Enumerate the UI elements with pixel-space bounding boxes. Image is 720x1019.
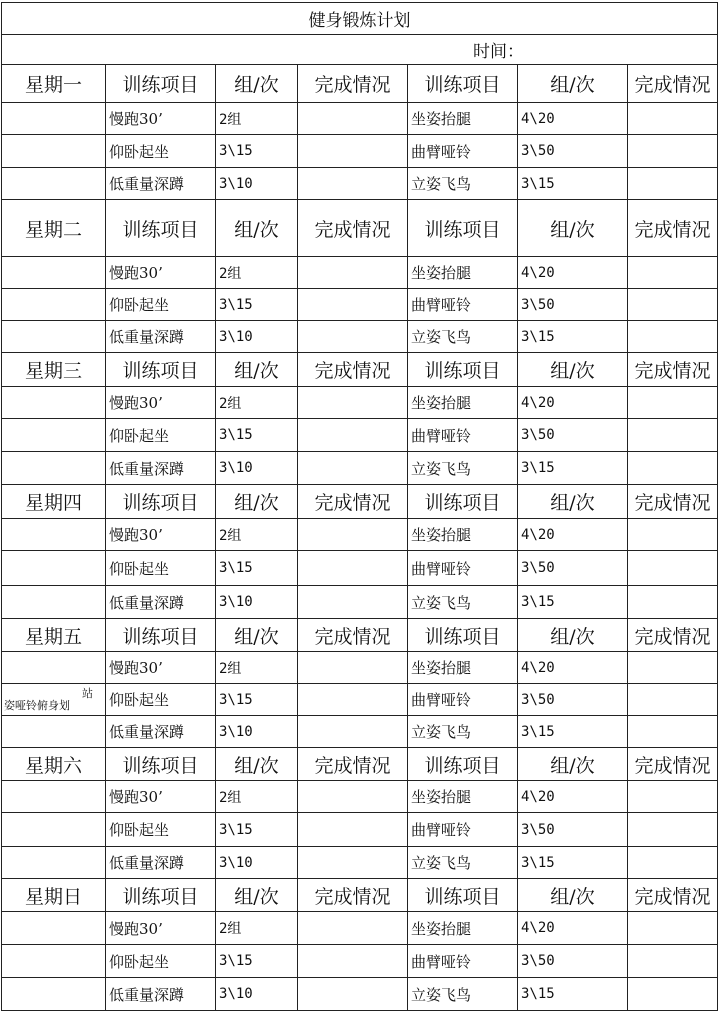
day-note-cell bbox=[2, 103, 106, 135]
exercise-name: 仰卧起坐 bbox=[106, 419, 216, 452]
exercise-name: 立姿飞鸟 bbox=[408, 586, 518, 619]
header-exercise: 训练项目 bbox=[408, 879, 518, 912]
exercise-name: 曲臂哑铃 bbox=[408, 135, 518, 168]
sets-reps: 3\10 bbox=[216, 847, 298, 879]
sets-reps: 3\15 bbox=[518, 586, 628, 619]
header-sets: 组/次 bbox=[518, 879, 628, 912]
day-header-row bbox=[2, 879, 718, 912]
sets-reps: 2组 bbox=[216, 387, 298, 419]
sets-reps: 2组 bbox=[216, 781, 298, 813]
sets-reps: 3\15 bbox=[518, 716, 628, 748]
completion-status-cell[interactable] bbox=[298, 813, 408, 847]
day-name: 星期四 bbox=[2, 485, 106, 519]
sets-reps: 4\20 bbox=[518, 912, 628, 945]
day-note-cell bbox=[2, 289, 106, 321]
exercise-name: 慢跑30’ bbox=[106, 781, 216, 813]
header-status: 完成情况 bbox=[298, 200, 408, 257]
exercise-name: 慢跑30’ bbox=[106, 387, 216, 419]
day-note-cell bbox=[2, 978, 106, 1011]
sets-reps: 3\50 bbox=[518, 684, 628, 716]
sets-reps: 3\15 bbox=[216, 135, 298, 168]
sets-reps: 4\20 bbox=[518, 519, 628, 551]
day-note-cell bbox=[2, 135, 106, 168]
exercise-name: 低重量深蹲 bbox=[106, 452, 216, 485]
completion-status-cell[interactable] bbox=[628, 781, 718, 813]
exercise-row bbox=[2, 847, 718, 879]
completion-status-cell[interactable] bbox=[298, 321, 408, 353]
completion-status-cell[interactable] bbox=[628, 978, 718, 1011]
header-status: 完成情况 bbox=[298, 748, 408, 781]
header-exercise: 训练项目 bbox=[408, 748, 518, 781]
side-note-line: 站 bbox=[82, 686, 93, 700]
day-note-cell bbox=[2, 419, 106, 452]
exercise-name: 仰卧起坐 bbox=[106, 945, 216, 978]
sets-reps: 2组 bbox=[216, 103, 298, 135]
day-name: 星期日 bbox=[2, 879, 106, 912]
exercise-row bbox=[2, 387, 718, 419]
day-header-row bbox=[2, 200, 718, 257]
completion-status-cell[interactable] bbox=[628, 257, 718, 289]
sets-reps: 3\15 bbox=[518, 978, 628, 1011]
day-name: 星期五 bbox=[2, 619, 106, 652]
day-note-cell bbox=[2, 257, 106, 289]
day-note-cell bbox=[2, 684, 106, 716]
completion-status-cell[interactable] bbox=[628, 813, 718, 847]
completion-status-cell[interactable] bbox=[298, 586, 408, 619]
sheet-title: 健身锻炼计划 bbox=[2, 3, 718, 35]
exercise-name: 仰卧起坐 bbox=[106, 813, 216, 847]
header-exercise: 训练项目 bbox=[408, 200, 518, 257]
sets-reps: 2组 bbox=[216, 652, 298, 684]
completion-status-cell[interactable] bbox=[298, 103, 408, 135]
exercise-name: 坐姿抬腿 bbox=[408, 781, 518, 813]
exercise-name: 坐姿抬腿 bbox=[408, 257, 518, 289]
day-header-row bbox=[2, 619, 718, 652]
exercise-row bbox=[2, 519, 718, 551]
day-note-cell bbox=[2, 586, 106, 619]
header-sets: 组/次 bbox=[216, 619, 298, 652]
completion-status-cell[interactable] bbox=[628, 912, 718, 945]
completion-status-cell[interactable] bbox=[628, 452, 718, 485]
completion-status-cell[interactable] bbox=[628, 945, 718, 978]
sets-reps: 4\20 bbox=[518, 781, 628, 813]
completion-status-cell[interactable] bbox=[298, 684, 408, 716]
exercise-name: 慢跑30’ bbox=[106, 912, 216, 945]
sets-reps: 3\10 bbox=[216, 321, 298, 353]
exercise-name: 坐姿抬腿 bbox=[408, 387, 518, 419]
header-status: 完成情况 bbox=[298, 485, 408, 519]
exercise-row bbox=[2, 813, 718, 847]
completion-status-cell[interactable] bbox=[298, 652, 408, 684]
completion-status-cell[interactable] bbox=[298, 847, 408, 879]
header-status: 完成情况 bbox=[628, 353, 718, 387]
day-note-cell bbox=[2, 452, 106, 485]
exercise-name: 曲臂哑铃 bbox=[408, 684, 518, 716]
header-status: 完成情况 bbox=[298, 353, 408, 387]
sets-reps: 3\15 bbox=[216, 684, 298, 716]
exercise-row bbox=[2, 684, 718, 716]
completion-status-cell[interactable] bbox=[298, 716, 408, 748]
exercise-row bbox=[2, 452, 718, 485]
header-sets: 组/次 bbox=[518, 353, 628, 387]
completion-status-cell[interactable] bbox=[628, 168, 718, 200]
day-note-cell bbox=[2, 519, 106, 551]
exercise-row bbox=[2, 103, 718, 135]
header-status: 完成情况 bbox=[628, 200, 718, 257]
sets-reps: 3\15 bbox=[518, 168, 628, 200]
exercise-name: 低重量深蹲 bbox=[106, 321, 216, 353]
exercise-row bbox=[2, 652, 718, 684]
completion-status-cell[interactable] bbox=[628, 551, 718, 586]
day-header-row bbox=[2, 65, 718, 103]
exercise-name: 低重量深蹲 bbox=[106, 978, 216, 1011]
exercise-name: 立姿飞鸟 bbox=[408, 452, 518, 485]
sets-reps: 3\10 bbox=[216, 716, 298, 748]
completion-status-cell[interactable] bbox=[298, 289, 408, 321]
header-exercise: 训练项目 bbox=[408, 353, 518, 387]
completion-status-cell[interactable] bbox=[298, 519, 408, 551]
sets-reps: 2组 bbox=[216, 912, 298, 945]
exercise-row bbox=[2, 321, 718, 353]
header-status: 完成情况 bbox=[628, 748, 718, 781]
sets-reps: 3\15 bbox=[518, 321, 628, 353]
exercise-name: 曲臂哑铃 bbox=[408, 551, 518, 586]
exercise-row bbox=[2, 912, 718, 945]
header-exercise: 训练项目 bbox=[408, 485, 518, 519]
sets-reps: 3\10 bbox=[216, 452, 298, 485]
day-note-cell bbox=[2, 321, 106, 353]
exercise-row bbox=[2, 978, 718, 1011]
exercise-name: 曲臂哑铃 bbox=[408, 289, 518, 321]
day-header-row bbox=[2, 353, 718, 387]
day-name: 星期二 bbox=[2, 200, 106, 257]
sets-reps: 4\20 bbox=[518, 387, 628, 419]
sets-reps: 3\50 bbox=[518, 551, 628, 586]
sets-reps: 2组 bbox=[216, 257, 298, 289]
completion-status-cell[interactable] bbox=[298, 387, 408, 419]
sets-reps: 2组 bbox=[216, 519, 298, 551]
time-label: 时间： bbox=[473, 42, 524, 62]
completion-status-cell[interactable] bbox=[628, 289, 718, 321]
header-exercise: 训练项目 bbox=[106, 619, 216, 652]
header-sets: 组/次 bbox=[216, 65, 298, 103]
day-name: 星期一 bbox=[2, 65, 106, 103]
header-exercise: 训练项目 bbox=[106, 485, 216, 519]
header-status: 完成情况 bbox=[628, 619, 718, 652]
completion-status-cell[interactable] bbox=[298, 419, 408, 452]
header-exercise: 训练项目 bbox=[106, 879, 216, 912]
day-name: 星期三 bbox=[2, 353, 106, 387]
sets-reps: 3\15 bbox=[518, 847, 628, 879]
exercise-name: 慢跑30’ bbox=[106, 257, 216, 289]
exercise-name: 立姿飞鸟 bbox=[408, 847, 518, 879]
header-sets: 组/次 bbox=[216, 748, 298, 781]
exercise-row bbox=[2, 716, 718, 748]
exercise-name: 曲臂哑铃 bbox=[408, 945, 518, 978]
exercise-name: 立姿飞鸟 bbox=[408, 716, 518, 748]
sets-reps: 4\20 bbox=[518, 652, 628, 684]
exercise-name: 立姿飞鸟 bbox=[408, 978, 518, 1011]
header-exercise: 训练项目 bbox=[106, 200, 216, 257]
day-note-cell bbox=[2, 847, 106, 879]
exercise-name: 坐姿抬腿 bbox=[408, 652, 518, 684]
exercise-name: 低重量深蹲 bbox=[106, 168, 216, 200]
header-status: 完成情况 bbox=[628, 485, 718, 519]
header-status: 完成情况 bbox=[628, 65, 718, 103]
header-exercise: 训练项目 bbox=[408, 65, 518, 103]
completion-status-cell[interactable] bbox=[628, 419, 718, 452]
day-note-cell bbox=[2, 945, 106, 978]
header-exercise: 训练项目 bbox=[408, 619, 518, 652]
completion-status-cell[interactable] bbox=[298, 912, 408, 945]
header-status: 完成情况 bbox=[298, 65, 408, 103]
day-note-cell bbox=[2, 652, 106, 684]
exercise-name: 仰卧起坐 bbox=[106, 551, 216, 586]
exercise-name: 低重量深蹲 bbox=[106, 586, 216, 619]
day-note-cell bbox=[2, 912, 106, 945]
sets-reps: 3\50 bbox=[518, 813, 628, 847]
header-exercise: 训练项目 bbox=[106, 748, 216, 781]
exercise-name: 坐姿抬腿 bbox=[408, 103, 518, 135]
sets-reps: 3\50 bbox=[518, 289, 628, 321]
exercise-name: 立姿飞鸟 bbox=[408, 321, 518, 353]
exercise-row bbox=[2, 945, 718, 978]
completion-status-cell[interactable] bbox=[298, 945, 408, 978]
exercise-name: 坐姿抬腿 bbox=[408, 519, 518, 551]
completion-status-cell[interactable] bbox=[298, 452, 408, 485]
completion-status-cell[interactable] bbox=[628, 519, 718, 551]
exercise-name: 低重量深蹲 bbox=[106, 716, 216, 748]
exercise-name: 低重量深蹲 bbox=[106, 847, 216, 879]
sets-reps: 3\15 bbox=[518, 452, 628, 485]
exercise-name: 慢跑30’ bbox=[106, 652, 216, 684]
header-exercise: 训练项目 bbox=[106, 65, 216, 103]
sets-reps: 3\50 bbox=[518, 945, 628, 978]
sets-reps: 3\15 bbox=[216, 289, 298, 321]
sets-reps: 3\15 bbox=[216, 945, 298, 978]
day-note-cell bbox=[2, 813, 106, 847]
completion-status-cell[interactable] bbox=[298, 257, 408, 289]
sets-reps: 3\15 bbox=[216, 813, 298, 847]
header-sets: 组/次 bbox=[518, 200, 628, 257]
completion-status-cell[interactable] bbox=[628, 652, 718, 684]
completion-status-cell[interactable] bbox=[628, 847, 718, 879]
side-note-line: 姿哑铃俯身划 bbox=[4, 698, 70, 712]
exercise-name: 立姿飞鸟 bbox=[408, 168, 518, 200]
sets-reps: 3\50 bbox=[518, 135, 628, 168]
day-name: 星期六 bbox=[2, 748, 106, 781]
day-note-cell bbox=[2, 781, 106, 813]
header-status: 完成情况 bbox=[298, 619, 408, 652]
exercise-name: 仰卧起坐 bbox=[106, 684, 216, 716]
completion-status-cell[interactable] bbox=[298, 551, 408, 586]
completion-status-cell[interactable] bbox=[298, 978, 408, 1011]
header-status: 完成情况 bbox=[628, 879, 718, 912]
completion-status-cell[interactable] bbox=[628, 321, 718, 353]
exercise-row bbox=[2, 781, 718, 813]
header-sets: 组/次 bbox=[216, 485, 298, 519]
header-status: 完成情况 bbox=[298, 879, 408, 912]
exercise-name: 仰卧起坐 bbox=[106, 135, 216, 168]
exercise-row bbox=[2, 168, 718, 200]
exercise-row bbox=[2, 551, 718, 586]
exercise-name: 慢跑30’ bbox=[106, 519, 216, 551]
sets-reps: 3\15 bbox=[216, 551, 298, 586]
exercise-row bbox=[2, 257, 718, 289]
header-sets: 组/次 bbox=[216, 200, 298, 257]
completion-status-cell[interactable] bbox=[628, 103, 718, 135]
day-header-row bbox=[2, 748, 718, 781]
completion-status-cell[interactable] bbox=[628, 135, 718, 168]
day-note-cell bbox=[2, 716, 106, 748]
completion-status-cell[interactable] bbox=[628, 387, 718, 419]
day-header-row bbox=[2, 485, 718, 519]
day-note-cell bbox=[2, 387, 106, 419]
exercise-row bbox=[2, 289, 718, 321]
fitness-plan-table bbox=[1, 2, 718, 1011]
day-note-cell bbox=[2, 551, 106, 586]
header-sets: 组/次 bbox=[518, 748, 628, 781]
completion-status-cell[interactable] bbox=[298, 168, 408, 200]
sets-reps: 3\50 bbox=[518, 419, 628, 452]
exercise-name: 曲臂哑铃 bbox=[408, 419, 518, 452]
completion-status-cell[interactable] bbox=[298, 781, 408, 813]
header-sets: 组/次 bbox=[518, 485, 628, 519]
completion-status-cell[interactable] bbox=[298, 135, 408, 168]
day-note-cell bbox=[2, 168, 106, 200]
exercise-name: 仰卧起坐 bbox=[106, 289, 216, 321]
header-sets: 组/次 bbox=[216, 879, 298, 912]
exercise-row bbox=[2, 586, 718, 619]
exercise-name: 坐姿抬腿 bbox=[408, 912, 518, 945]
sets-reps: 3\15 bbox=[216, 419, 298, 452]
header-sets: 组/次 bbox=[216, 353, 298, 387]
header-sets: 组/次 bbox=[518, 619, 628, 652]
exercise-row bbox=[2, 135, 718, 168]
sets-reps: 4\20 bbox=[518, 257, 628, 289]
completion-status-cell[interactable] bbox=[628, 684, 718, 716]
time-row bbox=[2, 35, 718, 65]
sets-reps: 3\10 bbox=[216, 978, 298, 1011]
sets-reps: 3\10 bbox=[216, 586, 298, 619]
sets-reps: 4\20 bbox=[518, 103, 628, 135]
header-sets: 组/次 bbox=[518, 65, 628, 103]
sets-reps: 3\10 bbox=[216, 168, 298, 200]
completion-status-cell[interactable] bbox=[628, 716, 718, 748]
exercise-name: 慢跑30’ bbox=[106, 103, 216, 135]
exercise-row bbox=[2, 419, 718, 452]
header-exercise: 训练项目 bbox=[106, 353, 216, 387]
exercise-name: 曲臂哑铃 bbox=[408, 813, 518, 847]
completion-status-cell[interactable] bbox=[628, 586, 718, 619]
